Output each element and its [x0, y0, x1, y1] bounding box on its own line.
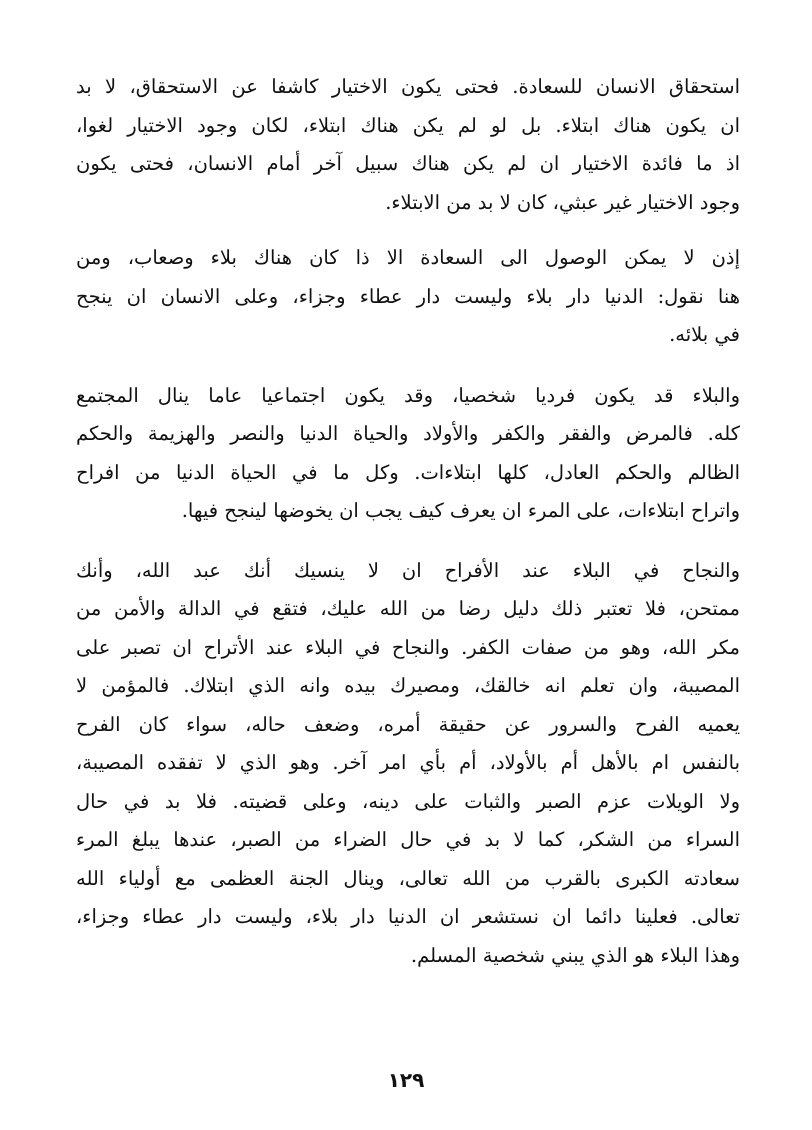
text-line: يعميه الفرح والسرور عن حقيقة أمره، وضعف حاله، سواء كان الفرح [76, 712, 740, 736]
text-line: المصيبة، وان تعلم انه خالقك، ومصيرك بيده وانه الذي ابتلاك. فالمؤمن لا [76, 674, 740, 697]
text-line: اذ ما فائدة الاختيار ان لم يكن هناك سبيل آخر أمام الانسان، فحتى يكون [76, 152, 740, 175]
text-line: مكر الله، وهو من صفات الكفر. والنجاح في البلاء عند الأتراح ان تصبر على [76, 635, 740, 659]
text-line: استحقاق الانسان للسعادة. فحتى يكون الاختيار كاشفا عن الاستحقاق، لا بد [76, 75, 740, 98]
text-line: إذن لا يمكن الوصول الى السعادة الا ذا كان هناك بلاء وصعاب، ومن [76, 246, 740, 269]
text-line: تعالى. فعلينا دائما ان نستشعر ان الدنيا دار بلاء، وليست دار عطاء وجزاء، [76, 905, 740, 928]
text-line: السراء من الشكر، كما لا بد في حال الضراء من الصبر، عندها يبلغ المرء [76, 828, 740, 851]
text-line: ولا الويلات عزم الصبر والثبات على دينه، وعلى قضيته. فلا بد في حال [76, 789, 740, 813]
text-line: بالنفس ام بالأهل أم بالأولاد، أم بأي امر آخر. وهو الذي لا تفقده المصيبة، [76, 751, 740, 774]
text-line: وهذا البلاء هو الذي يبني شخصية المسلم. [410, 943, 740, 967]
paragraph-4 [76, 552, 740, 976]
paragraph-3 [76, 377, 740, 531]
text-line: سعادته الكبرى بالقرب من الله تعالى، وينال الجنة العظمى مع أولياء الله [76, 866, 740, 890]
text-line: الظالم والحكم العادل، كلها ابتلاءات. وكل ما في الحياة الدنيا من افراح [76, 460, 740, 484]
text-line: واتراح ابتلاءات، على المرء ان يعرف كيف يجب ان يخوضها لينجح فيها. [181, 499, 740, 522]
text-line: والبلاء قد يكون فرديا شخصيا، وقد يكون اجتماعيا عاما ينال المجتمع [76, 383, 740, 407]
text-line: كله. فالمرض والفقر والكفر والأولاد والحياة الدنيا والنصر والهزيمة والحكم [76, 422, 740, 445]
paragraph-1 [76, 68, 740, 222]
body-text [76, 68, 740, 975]
text-line: ممتحن، فلا تعتبر ذلك دليل رضا من الله عليك، فتقع في الدالة والأمن من [76, 597, 740, 620]
paragraph-2 [76, 239, 740, 355]
text-line: ان يكون هناك ابتلاء. بل لو لم يكن هناك ابتلاء، لكان وجود الاختيار لغوا، [76, 113, 740, 137]
text-line: في بلائه. [669, 323, 740, 346]
text-line: هنا نقول: الدنيا دار بلاء وليست دار عطاء وجزاء، وعلى الانسان ان ينجح [76, 284, 740, 308]
text-line: وجود الاختيار غير عبثي، كان لا بد من الابتلاء. [385, 190, 740, 214]
page-number: ١٢٩ [387, 1068, 425, 1092]
text-line: والنجاح في البلاء عند الأفراح ان لا ينسيك أنك عبد الله، وأنك [76, 558, 740, 582]
